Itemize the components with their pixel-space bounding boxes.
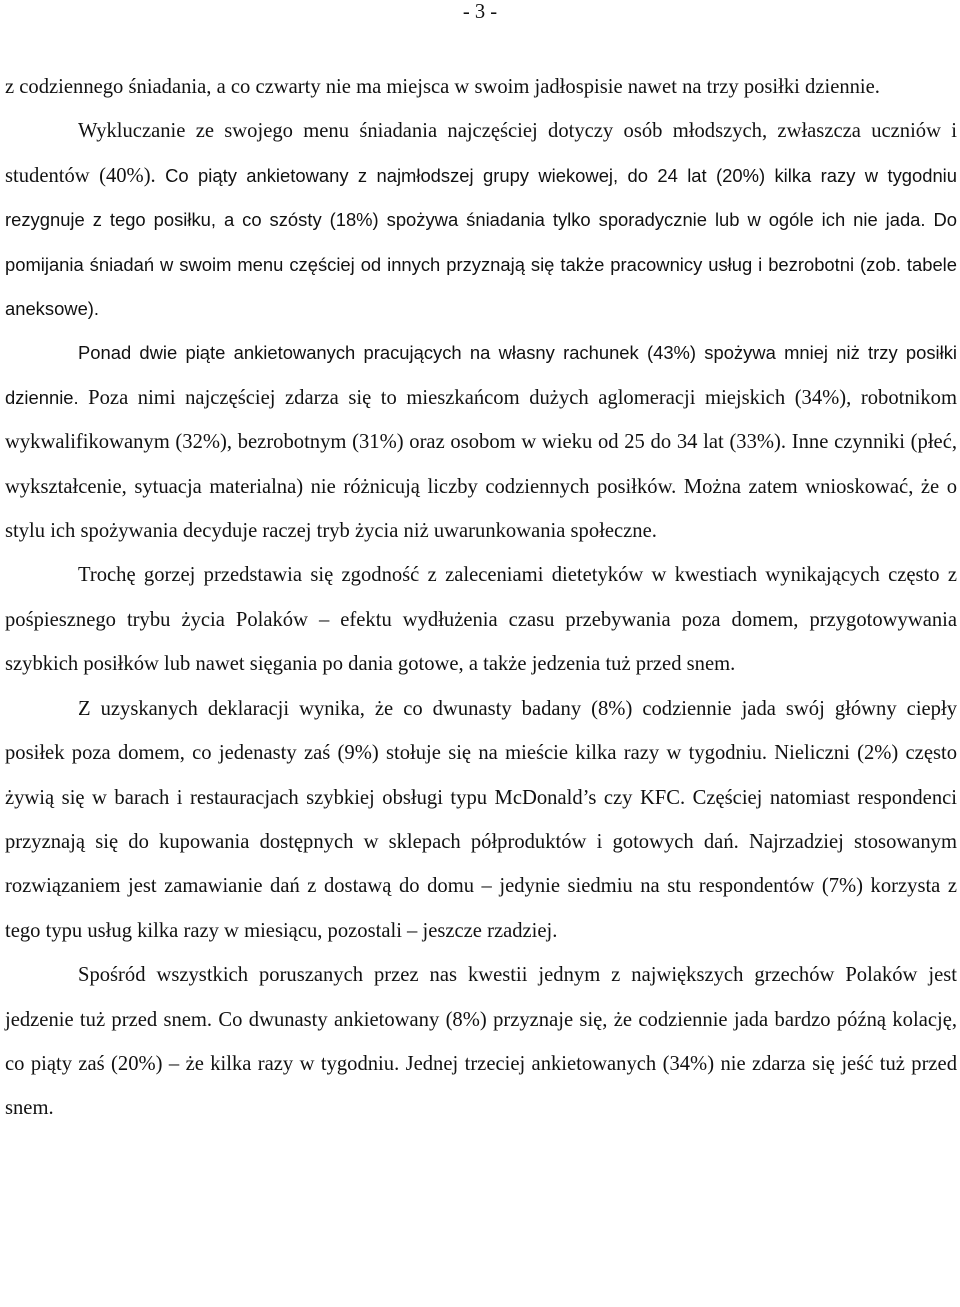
- paragraph-meal-count: [5, 331, 957, 553]
- page-number: - 3 -: [462, 1, 498, 23]
- document-body: [5, 65, 957, 1131]
- paragraph-breakfast-skipping: [5, 109, 957, 331]
- paragraph-text-sans: Ponad dwie piąte ankietowanych pracujących na własny rachunek (43%) spożywa mniej niż trzy posiłki dziennie.: [5, 342, 957, 408]
- paragraph-text-sans: Co piąty ankietowany z najmłodszej grupy wiekowej, do 24 lat (20%) kilka razy w tygodniu rezygnuje z tego posiłku, a co szósty (18%) spożywa śniadania tylko sporadycznie lub w ogóle ich nie jada. Do pomijania śniadań w swoim menu częściej od innych przyznają się także pracownicy usług i bezrobotni (zob. tabele aneksowe).: [5, 164, 957, 320]
- paragraph-eating-out: Z uzyskanych deklaracji wynika, że co dwunasty badany (8%) codziennie jada swój główny ciepły posiłek poza domem, co jedenasty zaś (9%) stołuje się na mieście kilka razy w tygodniu. Nieliczni (2%) często żywią się w barach i restauracjach szybkiej obsługi typu McDonald’s czy KFC. Częściej natomiast respondenci przyznają się do kupowania dostępnych w sklepach półproduktów i gotowych dań. Najrzadziej stosowanym rozwiązaniem jest zamawianie dań z dostawą do domu – jedynie siedmiu na stu respondentów (7%) korzysta z tego typu usług kilka razy w miesiącu, pozostali – jeszcze rzadziej.: [5, 697, 957, 942]
- paragraph-text-serif: Poza nimi najczęściej zdarza się to mieszkańcom dużych aglomeracji miejskich (34%), robotnikom wykwalifikowanym (32%), bezrobotnym (31%) oraz osobom w wieku od 25 do 34 lat (33%). Inne czynniki (płeć, wykształcenie, sytuacja materialna) nie różnicują liczby codziennych posiłków. Można zatem wnioskować, że o stylu ich spożywania decyduje raczej tryb życia niż uwarunkowania społeczne.: [5, 386, 957, 543]
- paragraph-dietary-recommendations: Trochę gorzej przedstawia się zgodność z zaleceniami dietetyków w kwestiach wynikających często z pośpiesznego trybu życia Polaków – efektu wydłużenia czasu przebywania poza domem, przygotowywania szybkich posiłków lub nawet sięgania po dania gotowe, a także jedzenia tuż przed snem.: [5, 564, 957, 676]
- paragraph-text-serif: Wykluczanie ze swojego menu śniadania najczęściej dotyczy osób młodszych, zwłaszcza uczniów i studentów (40%).: [5, 120, 957, 187]
- paragraph-continuation: z codziennego śniadania, a co czwarty nie ma miejsca w swoim jadłospisie nawet na trzy posiłki dziennie.: [5, 76, 880, 98]
- paragraph-late-eating: Spośród wszystkich poruszanych przez nas kwestii jednym z największych grzechów Polaków jest jedzenie tuż przed snem. Co dwunasty ankietowany (8%) przyznaje się, że codziennie jada bardzo późną kolację, co piąty zaś (20%) – że kilka razy w tygodniu. Jednej trzeciej ankietowanych (34%) nie zdarza się jeść tuż przed snem.: [5, 964, 957, 1120]
